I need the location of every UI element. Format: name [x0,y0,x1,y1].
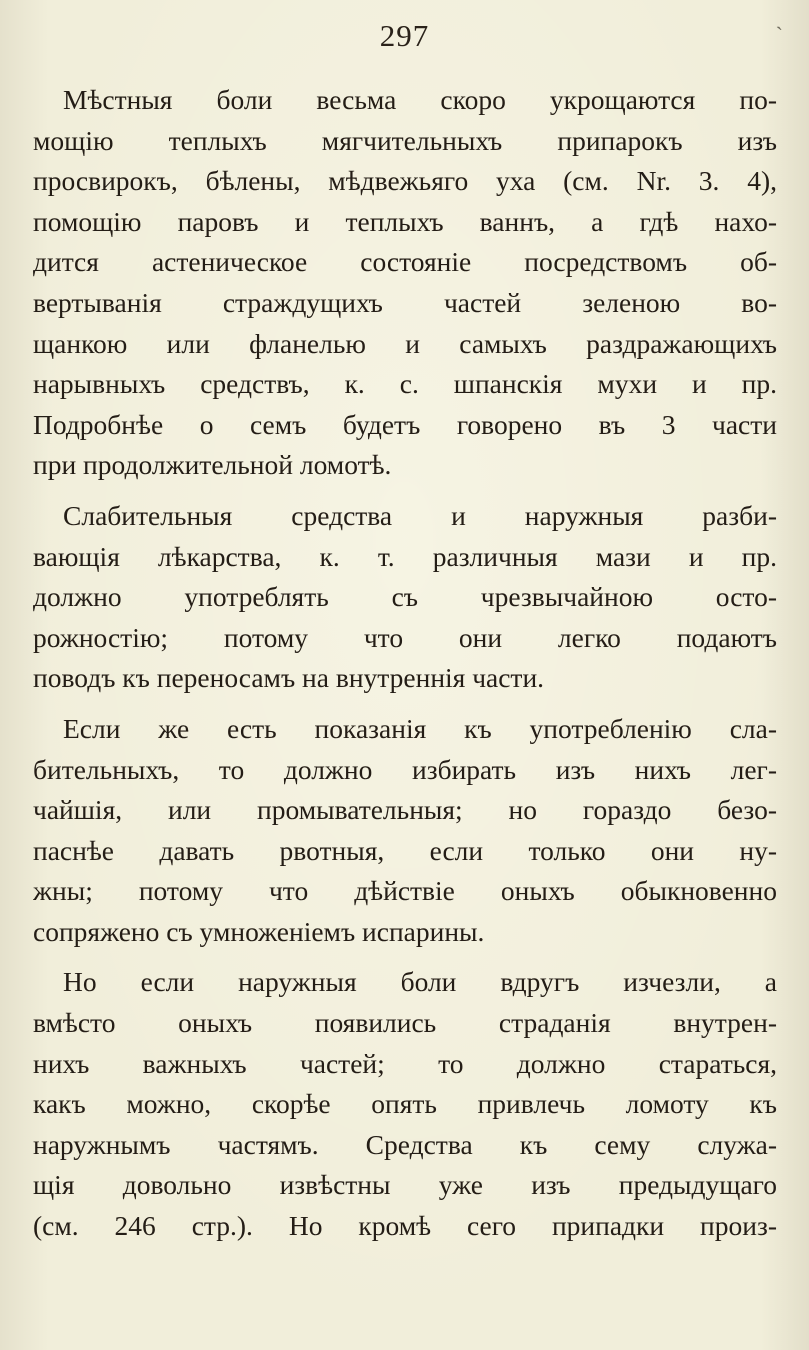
text-line: жны; потому что дѣйствіе оныхъ обыкновенно [33,875,777,907]
text-line: просвирокъ, бѣлены, мѣдвежьяго уха (см. Nr. 3. 4), [33,165,777,197]
text-line: помощію паровъ и теплыхъ ваннъ, а гдѣ нахо- [33,205,777,237]
text-line: должно употреблять съ чрезвычайною осто- [33,581,777,613]
corner-mark: ˋ [775,22,783,47]
text-line: щанкою или фланелью и самыхъ раздражающихъ [33,327,777,359]
paragraph-2 [33,496,777,699]
text-line: нихъ важныхъ частей; то должно стараться, [33,1047,777,1079]
paragraph-3 [33,709,777,953]
text-line: вмѣсто оныхъ появились страданія внутрен- [33,1007,777,1039]
text-line: бительныхъ, то должно избирать изъ нихъ лег- [33,753,777,785]
text-line: вающія лѣкарства, к. т. различныя мази и пр. [33,540,777,572]
body-text [33,80,777,1247]
text-line: Подробнѣе о семъ будетъ говорено въ 3 части [33,408,777,440]
text-line: дится астеническое состояніе посредствомъ об- [33,246,777,278]
page-number: 297 [379,18,430,53]
text-line: поводъ къ переносамъ на внутреннія части. [33,662,545,694]
paragraph-1 [33,80,777,486]
text-line: Мѣстныя боли весьма скоро укрощаются по- [63,84,777,115]
text-line: нарывныхъ средствъ, к. с. шпанскія мухи и пр. [33,368,777,400]
text-line: Если же есть показанія къ употребленію сла- [63,712,777,744]
text-line: Но если наружныя боли вдругъ изчезли, а [63,966,777,998]
text-line: щія довольно извѣстны уже изъ предыдущаго [33,1169,777,1201]
text-line: мощію теплыхъ мягчительныхъ припарокъ изъ [33,124,777,156]
text-line: какъ можно, скорѣе опять привлечь ломоту къ [33,1088,777,1120]
text-line: (см. 246 стр.). Но кромѣ сего припадки произ- [33,1210,777,1242]
paragraph-4 [33,962,777,1246]
text-line: рожностію; потому что они легко подаютъ [33,621,777,653]
text-line: Слабительныя средства и наружныя разби- [63,499,777,531]
text-line: чайшія, или промывательныя; но гораздо безо- [33,794,777,826]
text-line: вертыванія страждущихъ частей зеленою во- [33,286,777,318]
text-line: наружнымъ частямъ. Средства къ сему служа- [33,1128,777,1160]
text-line: при продолжительной ломотѣ. [33,449,392,481]
text-line: паснѣе давать рвотныя, если только они ну- [33,834,777,866]
text-line: сопряжено съ умноженіемъ испарины. [33,915,485,947]
